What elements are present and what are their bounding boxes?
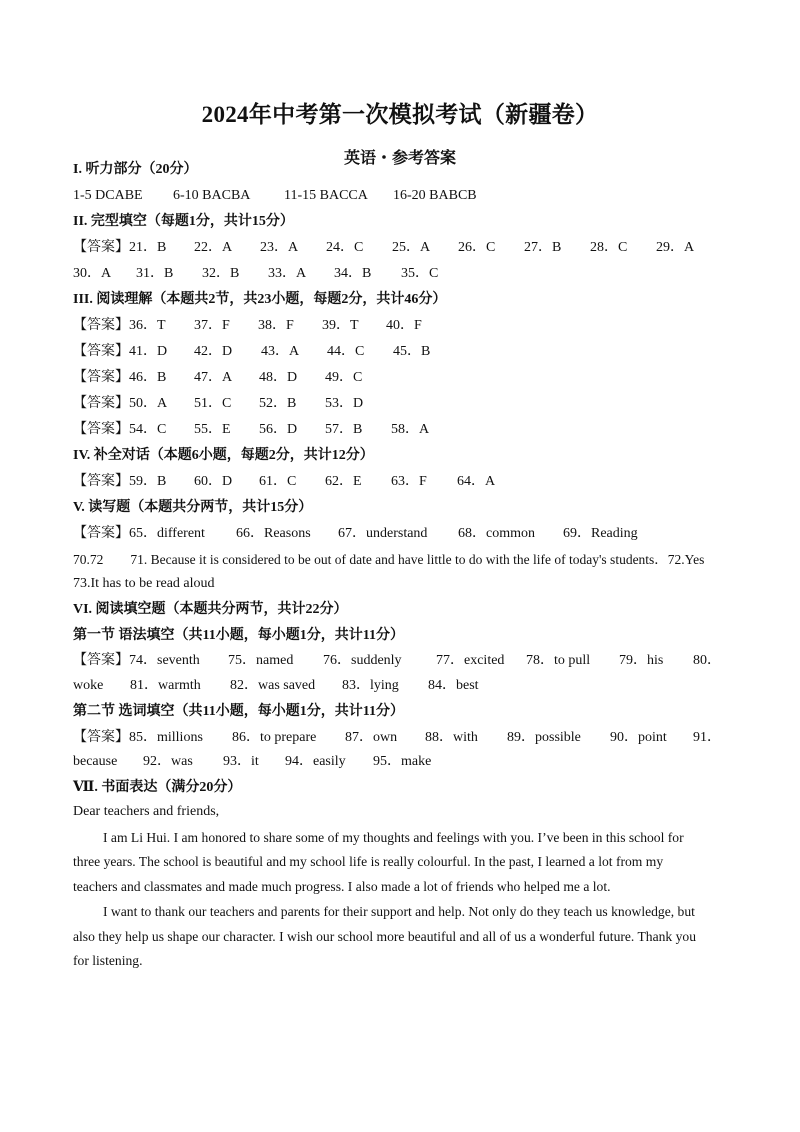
- section-6-part-1-row-2: [73, 676, 733, 696]
- answer-cell: 52．B: [259, 396, 297, 411]
- answer-cell: 27．B: [524, 240, 562, 255]
- essay-paragraph-2-line-1: I want to thank our teachers and parents for their support and help. Not only do they teach us knowledge, but: [103, 904, 695, 919]
- section-3-row-1: [73, 316, 733, 336]
- answer-cell: 88．with: [425, 730, 478, 745]
- essay-paragraph-1-line-2: three years. The school is beautiful and my school life is really colourful. In the past, I learned a lot from my: [73, 854, 664, 869]
- essay-greeting: Dear teachers and friends,: [73, 804, 220, 819]
- answer-cell: 62．E: [325, 474, 362, 489]
- essay-paragraph-1-line-1: I am Li Hui. I am honored to share some of my thoughts and feelings with you. I’ve been in this school for: [103, 830, 684, 845]
- answer-cell: 11-15 BACCA: [284, 188, 368, 203]
- section-5-heading: V. 读写题（本题共分两节，共计15分）: [73, 500, 313, 515]
- answer-cell: 22．A: [194, 240, 233, 255]
- answer-cell: 66．Reasons: [236, 526, 311, 541]
- answer-cell: 【答案】59．B: [73, 474, 167, 489]
- section-6-part-1-heading: 第一节 语法填空（共11小题，每小题1分，共计11分）: [73, 628, 404, 643]
- section-6-part-2-row-2: [73, 752, 733, 772]
- section-5-line-2: 70.72 71. Because it is considered to be out of date and have little to do with the life of today's students．72.Yes: [73, 552, 705, 567]
- answer-cell: 34．B: [334, 266, 372, 281]
- answer-cell: 56．D: [259, 422, 298, 437]
- answer-cell: 26．C: [458, 240, 496, 255]
- answer-cell: 92．was: [143, 754, 193, 769]
- answer-cell: 64．A: [457, 474, 496, 489]
- answer-cell: 30．A: [73, 266, 112, 281]
- answer-cell: 89．possible: [507, 730, 581, 745]
- answer-cell: 61．C: [259, 474, 297, 489]
- answer-cell: 44．C: [327, 344, 365, 359]
- section-6-part-2-heading: 第二节 选词填空（共11小题，每小题1分，共计11分）: [73, 704, 404, 719]
- essay-paragraph-1-line-3: teachers and classmates and made much progress. I also made a lot of friends who helped me a lot.: [73, 879, 611, 894]
- answer-cell: 【答案】54．C: [73, 422, 167, 437]
- answer-cell: 68．common: [458, 526, 535, 541]
- answer-cell: 【答案】74．seventh: [73, 653, 200, 668]
- section-1-heading: I. 听力部分（20分）: [73, 162, 198, 177]
- answer-cell: 67．understand: [338, 526, 428, 541]
- section-6-part-2-row-1: [73, 728, 733, 748]
- essay-paragraph-2-line-2: also they help us shape our character. I wish our school more beautiful and all of us a wonderful future. Thank you: [73, 929, 696, 944]
- answer-cell: 69．Reading: [563, 526, 638, 541]
- answer-cell: 35．C: [401, 266, 439, 281]
- answer-cell: 24．C: [326, 240, 364, 255]
- answer-cell: 51．C: [194, 396, 232, 411]
- section-6-part-1-row-1: [73, 651, 733, 671]
- answer-cell: 29．A: [656, 240, 695, 255]
- answer-cell: 79．his: [619, 653, 664, 668]
- answer-cell: 84．best: [428, 678, 479, 693]
- answer-cell: 【答案】46．B: [73, 370, 167, 385]
- section-5-line-3: 73.It has to be read aloud: [73, 576, 215, 591]
- section-3-row-4: [73, 394, 733, 414]
- answer-cell: 82．was saved: [230, 678, 316, 693]
- answer-cell: 1-5 DCABE: [73, 188, 143, 203]
- answer-cell: 95．make: [373, 754, 432, 769]
- answer-cell: 76．suddenly: [323, 653, 402, 668]
- answer-cell: 【答案】41．D: [73, 344, 168, 359]
- answer-cell: 25．A: [392, 240, 431, 255]
- answer-cell: 94．easily: [285, 754, 346, 769]
- answer-cell: 38．F: [258, 318, 294, 333]
- answer-cell: 45．B: [393, 344, 431, 359]
- answer-cell: 28．C: [590, 240, 628, 255]
- answer-cell: 53．D: [325, 396, 364, 411]
- answer-cell: 47．A: [194, 370, 233, 385]
- answer-cell: 43．A: [261, 344, 300, 359]
- answer-cell: 【答案】65．different: [73, 526, 205, 541]
- answer-cell: 60．D: [194, 474, 233, 489]
- section-3-row-2: [73, 342, 733, 362]
- answer-cell: 40．F: [386, 318, 422, 333]
- answer-cell: 80．: [693, 653, 721, 668]
- answer-cell: 55．E: [194, 422, 231, 437]
- answer-cell: 57．B: [325, 422, 363, 437]
- answer-cell: 83．lying: [342, 678, 399, 693]
- section-6-heading: VI. 阅读填空题（本题共分两节，共计22分）: [73, 602, 348, 617]
- answer-cell: 81．warmth: [130, 678, 201, 693]
- answer-cell: 75．named: [228, 653, 294, 668]
- answer-cell: 48．D: [259, 370, 298, 385]
- section-2-row-2: [73, 264, 733, 284]
- answer-cell: 16-20 BABCB: [393, 188, 477, 203]
- answer-cell: 23．A: [260, 240, 299, 255]
- page-subtitle: 英语・参考答案: [343, 150, 456, 167]
- section-1-answers: [73, 186, 733, 206]
- answer-cell: 6-10 BACBA: [173, 188, 251, 203]
- answer-cell: 37．F: [194, 318, 230, 333]
- answer-cell: 93．it: [223, 754, 259, 769]
- section-5-row-1: [73, 524, 733, 544]
- answer-cell: 90．point: [610, 730, 667, 745]
- answer-cell: 91．: [693, 730, 721, 745]
- answer-cell: 42．D: [194, 344, 233, 359]
- answer-cell: 78．to pull: [526, 653, 591, 668]
- section-2-heading: II. 完型填空（每题1分，共计15分）: [73, 214, 294, 229]
- answer-cell: 58．A: [391, 422, 430, 437]
- answer-cell: 63．F: [391, 474, 427, 489]
- answer-cell: 86．to prepare: [232, 730, 317, 745]
- section-7-heading: Ⅶ. 书面表达（满分20分）: [73, 780, 242, 795]
- answer-cell: because: [73, 754, 118, 769]
- answer-cell: 【答案】36．T: [73, 318, 166, 333]
- answer-cell: woke: [73, 678, 104, 693]
- page-title: 2024年中考第一次模拟考试（新疆卷）: [201, 102, 599, 127]
- section-3-heading: III. 阅读理解（本题共2节，共23小题，每题2分，共计46分）: [73, 292, 447, 307]
- answer-cell: 31．B: [136, 266, 174, 281]
- answer-cell: 49．C: [325, 370, 363, 385]
- section-3-row-3: [73, 368, 733, 388]
- section-4-heading: IV. 补全对话（本题6小题，每题2分，共计12分）: [73, 448, 374, 463]
- essay-paragraph-2-line-3: for listening.: [73, 953, 143, 968]
- answer-cell: 【答案】85．millions: [73, 730, 203, 745]
- answer-cell: 87．own: [345, 730, 398, 745]
- answer-cell: 32．B: [202, 266, 240, 281]
- answer-cell: 33．A: [268, 266, 307, 281]
- section-3-row-5: [73, 420, 733, 440]
- answer-cell: 39．T: [322, 318, 359, 333]
- section-2-row-1: [73, 238, 733, 258]
- answer-cell: 【答案】21．B: [73, 240, 167, 255]
- answer-cell: 【答案】50．A: [73, 396, 168, 411]
- answer-cell: 77．excited: [436, 653, 505, 668]
- section-4-row-1: [73, 472, 733, 492]
